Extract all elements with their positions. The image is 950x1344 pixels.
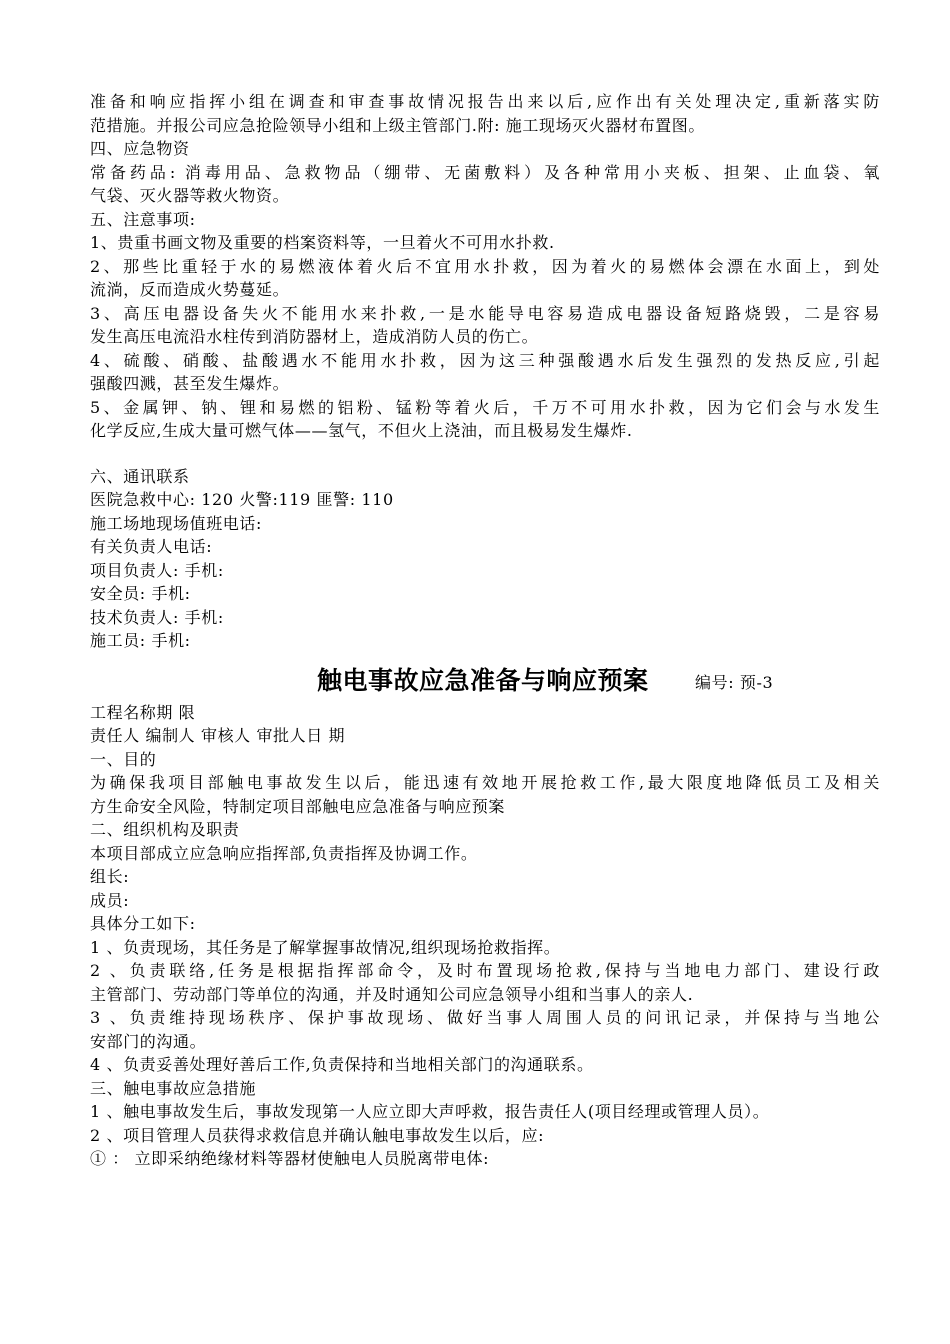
text-line: 本项目部成立应急响应指挥部,负责指挥及协调工作。: [90, 843, 478, 863]
text-line: 方生命安全风险，特制定项目部触电应急准备与响应预案: [90, 796, 506, 816]
text-line: 组长:: [90, 867, 130, 886]
document-title: 触电事故应急准备与响应预案: [317, 665, 649, 695]
list-item: 1 、负责现场，其任务是了解掌握事故情况,组织现场抢救指挥。: [90, 937, 561, 957]
section-electric-shock-plan: [90, 701, 880, 1171]
text-line: 气袋、灭火器等救火物资。: [90, 186, 290, 205]
list-item: 5、金属钾、钠、锂和易燃的铝粉、锰粉等着火后，千万不可用水扑救，因为它们会与水发生: [90, 397, 880, 417]
text-line: 准备和响应指挥小组在调查和审查事故情况报告出来以后,应作出有关处理决定,重新落实防: [90, 92, 880, 111]
text-line: 常备药品: 消毒用品、急救物品（绷带、无菌敷料）及各种常用小夹板、担架、止血袋、氧: [90, 162, 880, 182]
emergency-numbers: 医院急救中心: 120 火警:119 匪警: 110: [90, 490, 394, 509]
text-line: 具体分工如下:: [90, 914, 196, 933]
list-item: 3 、负责维持现场秩序、保护事故现场、做好当事人周围人员的问讯记录，并保持与当地公: [90, 1008, 880, 1027]
list-item: 3、高压电器设备失火不能用水来扑救,一是水能导电容易造成电器设备短路烧毁，二是容易: [90, 303, 880, 323]
text-line: 主管部门、劳动部门等单位的沟通，并及时通知公司应急领导小组和当事人的亲人.: [90, 984, 694, 1004]
document-page: [90, 90, 880, 1171]
heading-purpose: 一、目的: [90, 749, 157, 769]
heading-measures: 三、触电事故应急措施: [90, 1078, 257, 1098]
contact-line: 安全员: 手机:: [90, 584, 191, 603]
text-line: 发生高压电流沿水柱传到消防器材上，造成消防人员的伤亡。: [90, 327, 539, 346]
project-info-line: 工程名称期 限: [90, 702, 196, 722]
list-item: 1、贵重书画文物及重要的档案资料等，一旦着火不可用水扑救.: [90, 233, 555, 252]
list-item: 4 、负责妥善处理好善后工作,负责保持和当地相关部门的沟通联系。: [90, 1055, 594, 1074]
contact-line: 项目负责人: 手机:: [90, 560, 224, 580]
text-line: 安部门的沟通。: [90, 1031, 207, 1051]
list-item: 2、那些比重轻于水的易燃液体着火后不宜用水扑救，因为着火的易燃体会漂在水面上，到处: [90, 256, 880, 276]
text-line: 为确保我项目部触电事故发生以后，能迅速有效地开展抢救工作,最大限度地降低员工及相关: [90, 773, 880, 792]
text-line: 强酸四溅，甚至发生爆炸。: [90, 374, 290, 393]
title-row: [90, 655, 880, 699]
heading-organization: 二、组织机构及职责: [90, 820, 240, 839]
heading-contacts: 六、通讯联系: [90, 466, 190, 486]
text-line: 流淌，反而造成火势蔓延。: [90, 280, 290, 299]
contact-line: 技术负责人: 手机:: [90, 607, 224, 627]
heading-supplies: 四、应急物资: [90, 139, 190, 158]
contact-line: 施工员: 手机:: [90, 631, 191, 650]
section-contacts: [90, 465, 880, 653]
responsibility-line: 责任人 编制人 审核人 审批人日 期: [90, 726, 346, 745]
section-fire-notes: [90, 90, 880, 443]
text-line: 范措施。并报公司应急抢险领导小组和上级主管部门.附: 施工现场灭火器材布置图。: [90, 115, 705, 135]
text-line: 化学反应,生成大量可燃气体——氢气，不但火上浇油，而且极易发生爆炸.: [90, 421, 633, 440]
list-item: ① ： 立即采纳绝缘材料等器材使触电人员脱离带电体:: [90, 1149, 490, 1168]
list-item: 4、硫酸、硝酸、盐酸遇水不能用水扑救，因为这三种强酸遇水后发生强烈的发热反应,引起: [90, 350, 880, 370]
heading-precautions: 五、注意事项:: [90, 209, 196, 229]
contact-line: 有关负责人电话:: [90, 537, 213, 556]
list-item: 1 、触电事故发生后，事故发现第一人应立即大声呼救，报告责任人(项目经理或管理人员）。: [90, 1102, 770, 1121]
list-item: 2 、负责联络,任务是根据指挥部命令，及时布置现场抢救,保持与当地电力部门、建设行政: [90, 961, 880, 980]
list-item: 2 、项目管理人员获得求救信息并确认触电事故发生以后，应:: [90, 1125, 545, 1145]
document-code: 编号: 预-3: [695, 672, 774, 692]
blank-line: [90, 443, 880, 465]
contact-line: 施工场地现场值班电话:: [90, 513, 262, 533]
text-line: 成员:: [90, 890, 130, 910]
